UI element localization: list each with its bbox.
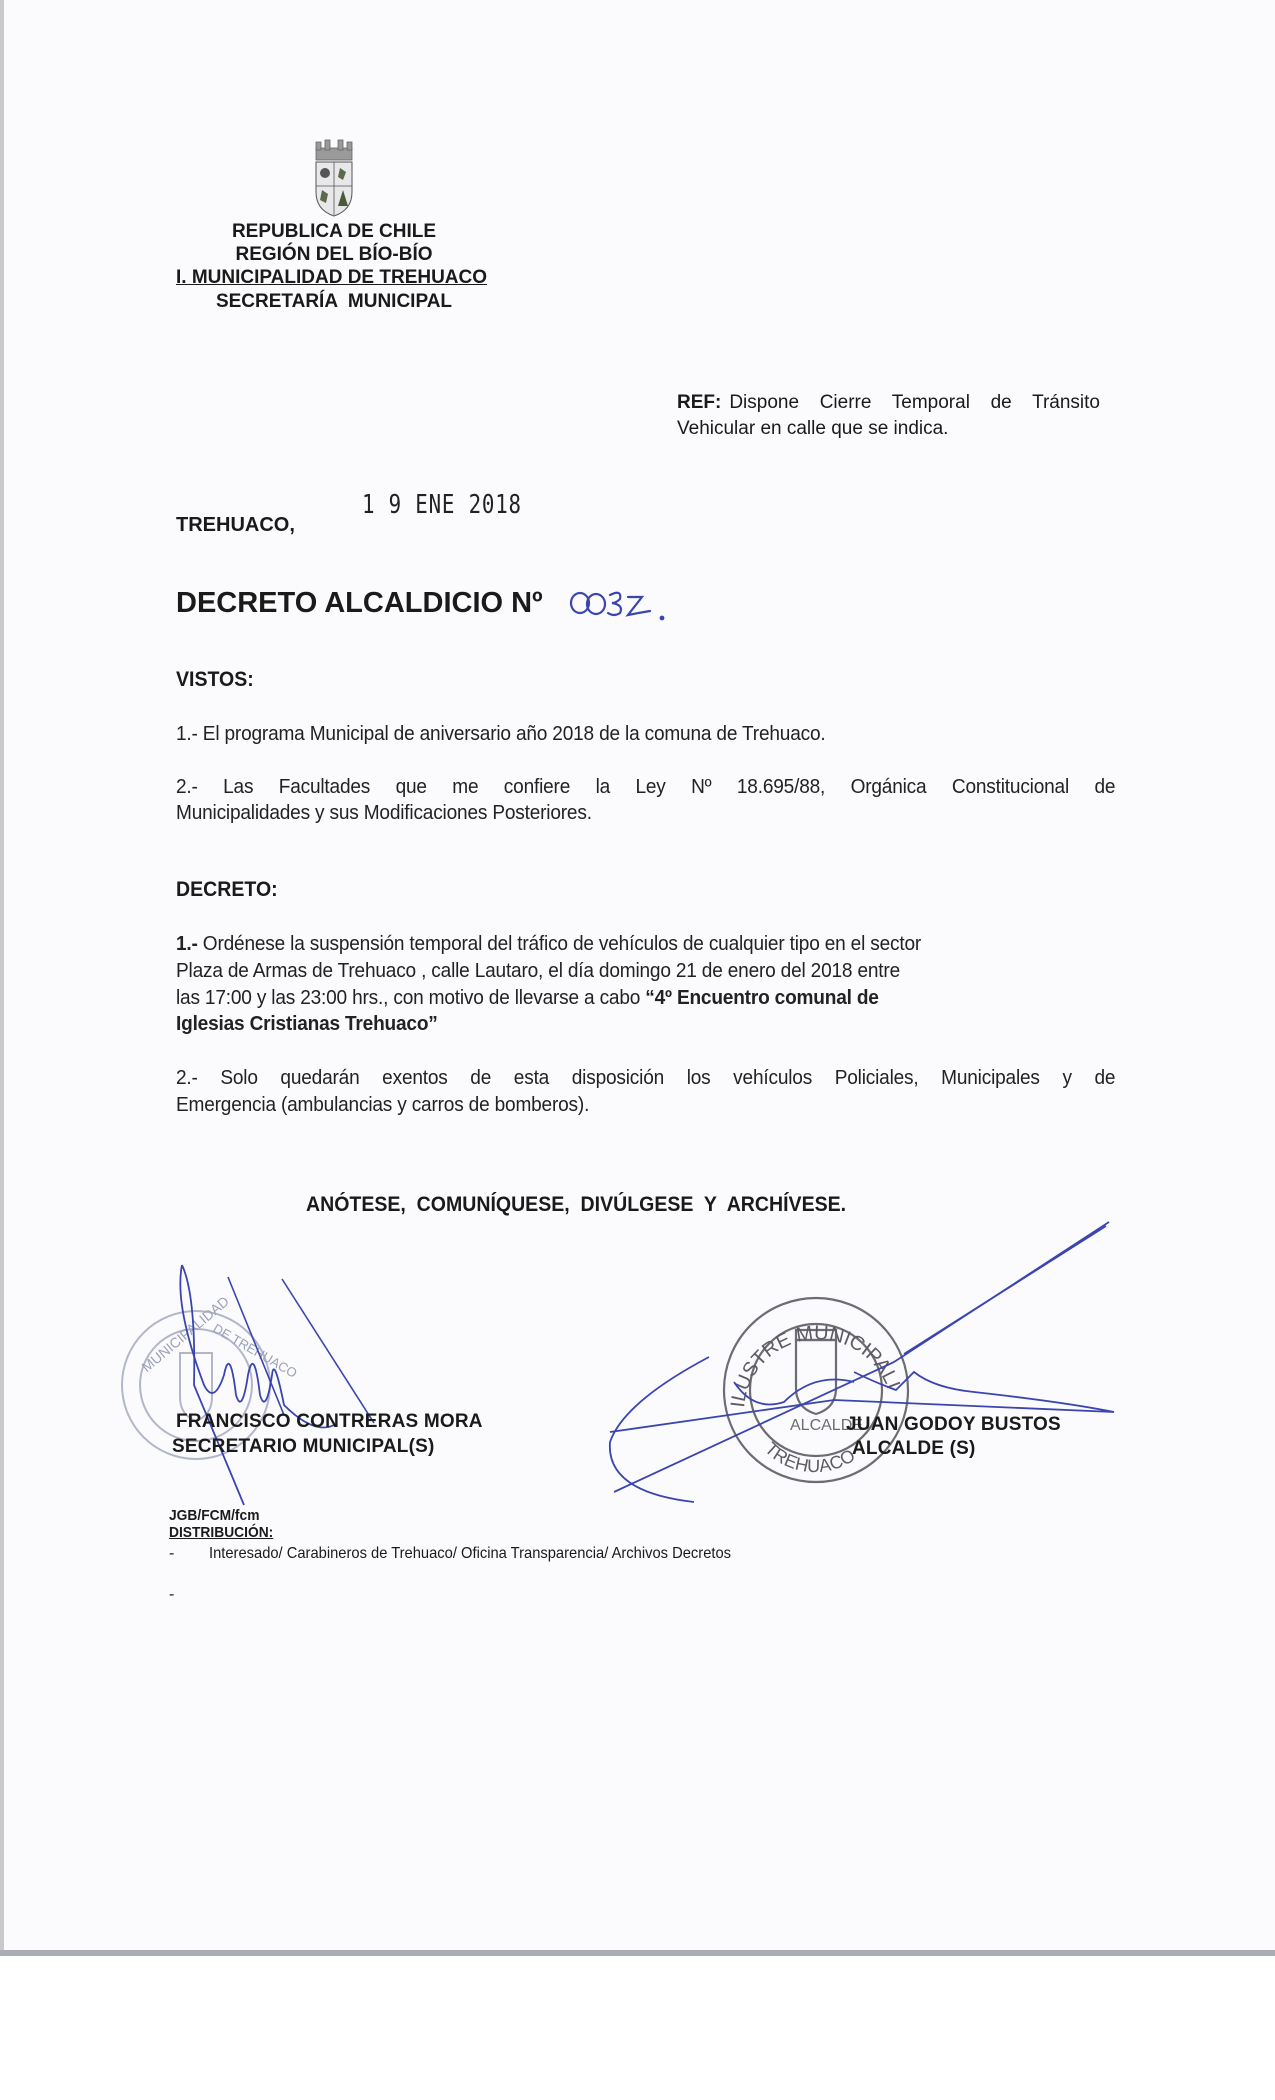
decree-title: DECRETO ALCALDICIO Nº xyxy=(176,587,543,619)
svg-text:ILUSTRE MUNICIPALIDAD: ILUSTRE MUNICIPALIDAD xyxy=(708,1273,905,1409)
decreto-item-1-number: 1.- xyxy=(176,932,198,955)
bullet: - xyxy=(169,1545,175,1562)
handwritten-decree-number xyxy=(566,585,686,625)
empty-bullet: - xyxy=(169,1586,175,1603)
svg-text:DE TREHUACO: DE TREHUACO xyxy=(210,1320,300,1381)
header-republic: REPUBLICA DE CHILE xyxy=(231,221,437,242)
secretary-signature xyxy=(174,1265,474,1515)
coat-of-arms-logo xyxy=(310,140,358,218)
vistos-heading: VISTOS: xyxy=(176,668,254,691)
ref-subject-1: Dispone Cierre Temporal de Tránsito xyxy=(729,392,1100,413)
secretary-name: FRANCISCO CONTRERAS MORA xyxy=(176,1411,483,1432)
decreto-item-1-text-3: las 17:00 y las 23:00 hrs., con motivo de llevarse a cabo xyxy=(176,986,646,1009)
closing-formula: ANÓTESE, COMUNÍQUESE, DIVÚLGESE Y ARCHÍVESE. xyxy=(306,1193,847,1216)
mayor-title: ALCALDE (S) xyxy=(852,1438,976,1459)
svg-text:ALCALDE: ALCALDE xyxy=(790,1417,863,1434)
header-region: REGIÓN DEL BÍO-BÍO xyxy=(235,244,433,265)
svg-text:MUNICIPALIDAD: MUNICIPALIDAD xyxy=(138,1292,232,1376)
header-secretariat: SECRETARÍA MUNICIPAL xyxy=(215,291,453,312)
svg-text:TREHUACO: TREHUACO xyxy=(761,1438,859,1477)
decreto-item-2-line-2: Emergencia (ambulancias y carros de bomberos). xyxy=(176,1093,590,1116)
vistos-item-2-line-1: 2.- Las Facultades que me confiere la Ley Nº 18.695/88, Orgánica Constitucional de xyxy=(176,775,1116,798)
initials: JGB/FCM/fcm xyxy=(169,1507,260,1524)
vistos-item-2-line-2: Municipalidades y sus Modificaciones Posteriores. xyxy=(176,801,592,824)
scan-edge xyxy=(0,1950,1275,1956)
ref-subject-2: Vehicular en calle que se indica. xyxy=(677,418,949,439)
vistos-item-1: 1.- El programa Municipal de aniversario año 2018 de la comuna de Trehuaco. xyxy=(176,722,826,745)
event-name-part-1: “4º Encuentro comunal de xyxy=(645,986,879,1009)
decreto-item-1-line-3 xyxy=(176,986,879,1010)
decreto-item-1-text-1: Ordénese la suspensión temporal del tráfico de vehículos de cualquier tipo en el sector xyxy=(197,932,922,955)
distribution-label: DISTRIBUCIÓN: xyxy=(169,1524,274,1541)
decreto-item-1-line-1 xyxy=(176,932,921,956)
decreto-heading: DECRETO: xyxy=(176,878,278,901)
decreto-item-1-line-2: Plaza de Armas de Trehuaco , calle Lautaro, el día domingo 21 de enero del 2018 entre xyxy=(176,959,900,982)
distribution-item xyxy=(169,1545,732,1563)
mayor-name: JUAN GODOY BUSTOS xyxy=(846,1414,1061,1435)
distribution-item-text: Interesado/ Carabineros de Trehuaco/ Oficina Transparencia/ Archivos Decretos xyxy=(209,1545,732,1562)
secretary-title: SECRETARIO MUNICIPAL(S) xyxy=(172,1436,435,1457)
ref-line-1 xyxy=(677,392,1100,414)
mayor-signature xyxy=(594,1222,1124,1542)
date-stamp: 1 9 ENE 2018 xyxy=(362,490,522,520)
header-municipality: I. MUNICIPALIDAD DE TREHUACO xyxy=(176,267,488,288)
decreto-item-2-line-1: 2.- Solo quedarán exentos de esta disposición los vehículos Policiales, Municipales y de xyxy=(176,1066,1116,1089)
place-label: TREHUACO, xyxy=(176,514,295,536)
ref-label: REF: xyxy=(677,392,722,413)
event-name-part-2: Iglesias Cristianas Trehuaco” xyxy=(176,1012,438,1035)
